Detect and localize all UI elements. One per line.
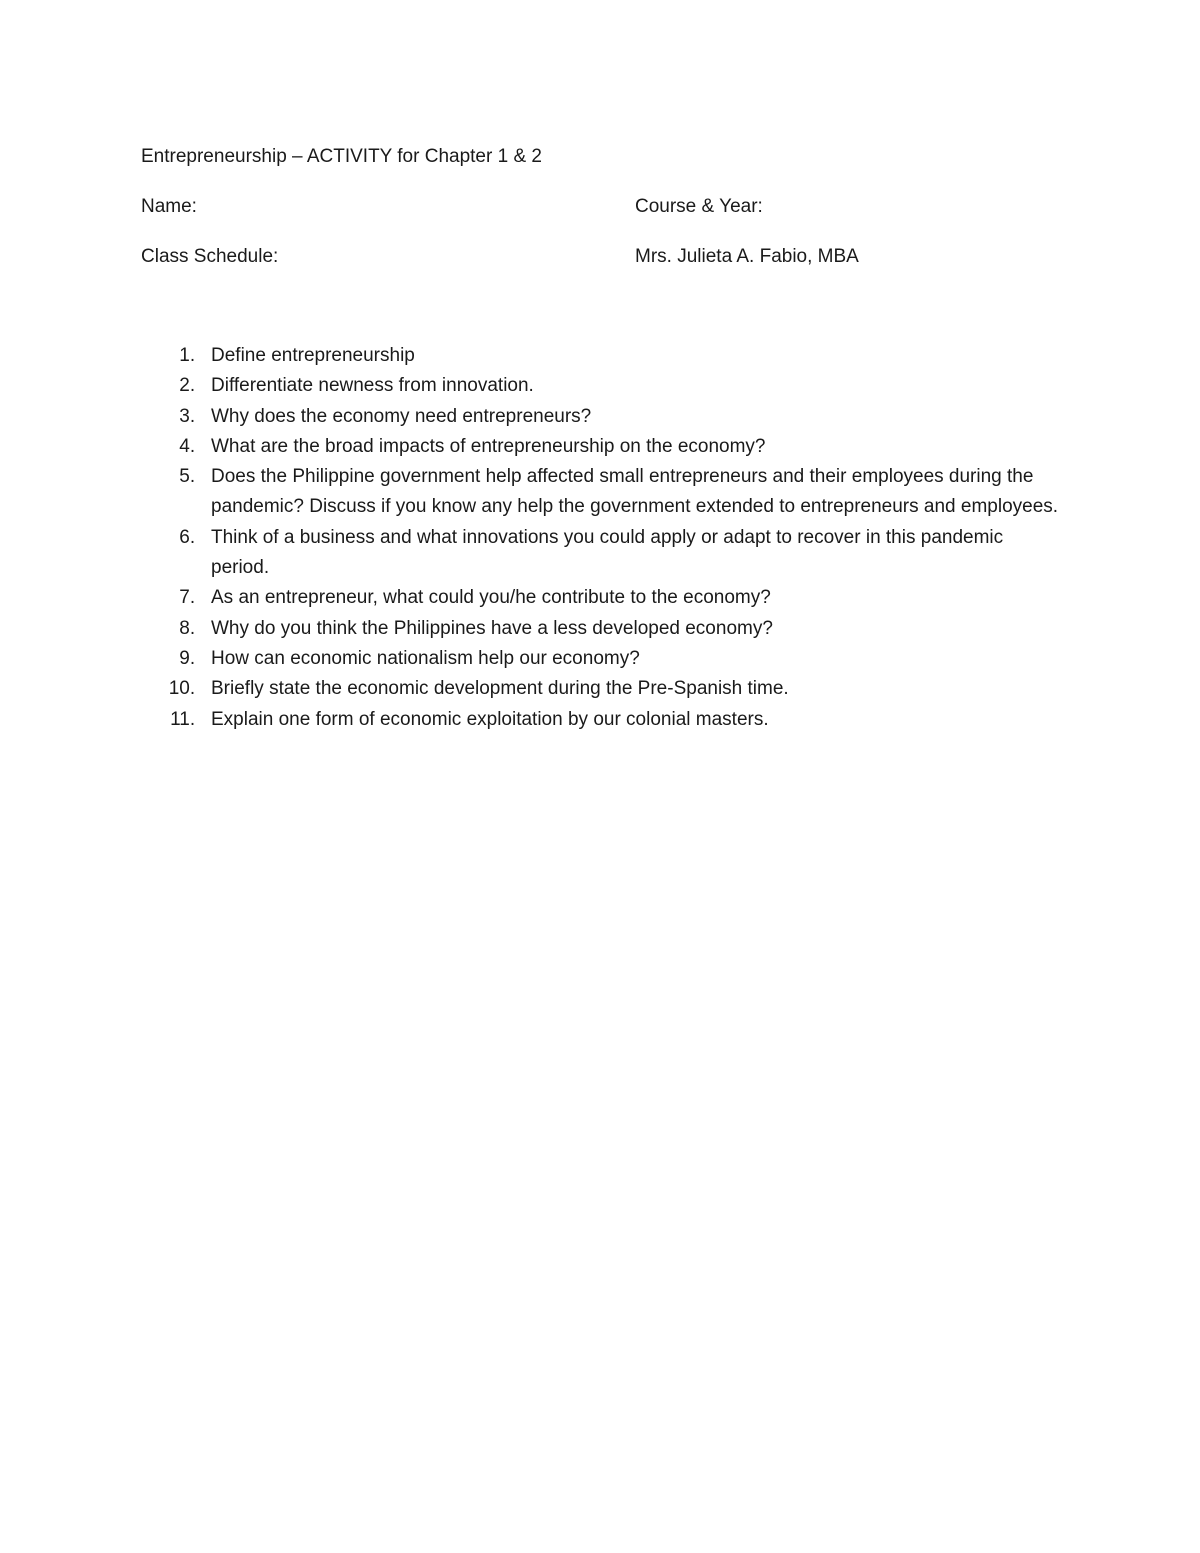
instructor-name: Mrs. Julieta A. Fabio, MBA xyxy=(635,246,859,267)
question-number: 2. xyxy=(179,375,196,397)
question-item xyxy=(141,583,1061,613)
question-number: 6. xyxy=(179,526,196,548)
course-year-label: Course & Year: xyxy=(635,196,763,217)
question-item xyxy=(141,341,1061,371)
question-text: Explain one form of economic exploitation by our colonial masters. xyxy=(211,708,769,730)
question-list xyxy=(141,341,1061,735)
question-text: What are the broad impacts of entrepreneurship on the economy? xyxy=(211,435,766,457)
question-number: 8. xyxy=(179,617,196,639)
question-text: How can economic nationalism help our economy? xyxy=(211,647,640,669)
question-item xyxy=(141,432,1061,462)
question-text: Briefly state the economic development during the Pre-Spanish time. xyxy=(211,678,789,700)
question-item xyxy=(141,523,1061,584)
question-text: Why does the economy need entrepreneurs? xyxy=(211,405,592,427)
question-item xyxy=(141,462,1061,523)
question-item xyxy=(141,674,1061,704)
class-schedule-label: Class Schedule: xyxy=(141,246,279,267)
question-text: Differentiate newness from innovation. xyxy=(211,375,534,397)
question-number: 5. xyxy=(179,466,196,488)
question-item xyxy=(141,644,1061,674)
question-text: Does the Philippine government help affected small entrepreneurs and their employees during the pandemic? Discuss if you know any help the government extended to entrepreneurs and employees. xyxy=(211,466,1059,518)
question-text: Define entrepreneurship xyxy=(211,345,415,366)
question-item xyxy=(141,614,1061,644)
document-title: Entrepreneurship – ACTIVITY for Chapter 1 & 2 xyxy=(141,146,542,167)
question-text: As an entrepreneur, what could you/he contribute to the economy? xyxy=(211,587,771,609)
question-item xyxy=(141,371,1061,401)
question-item xyxy=(141,705,1061,735)
question-number: 1. xyxy=(179,345,196,366)
question-number: 11. xyxy=(170,708,196,730)
question-number: 10. xyxy=(168,678,196,700)
question-item xyxy=(141,402,1061,432)
name-label: Name: xyxy=(141,196,197,217)
question-text: Why do you think the Philippines have a less developed economy? xyxy=(211,617,773,639)
question-number: 3. xyxy=(179,405,196,427)
question-text: Think of a business and what innovations you could apply or adapt to recover in this pandemic period. xyxy=(211,526,1004,579)
question-number: 9. xyxy=(179,647,196,669)
question-number: 7. xyxy=(179,587,196,609)
question-number: 4. xyxy=(179,435,196,457)
